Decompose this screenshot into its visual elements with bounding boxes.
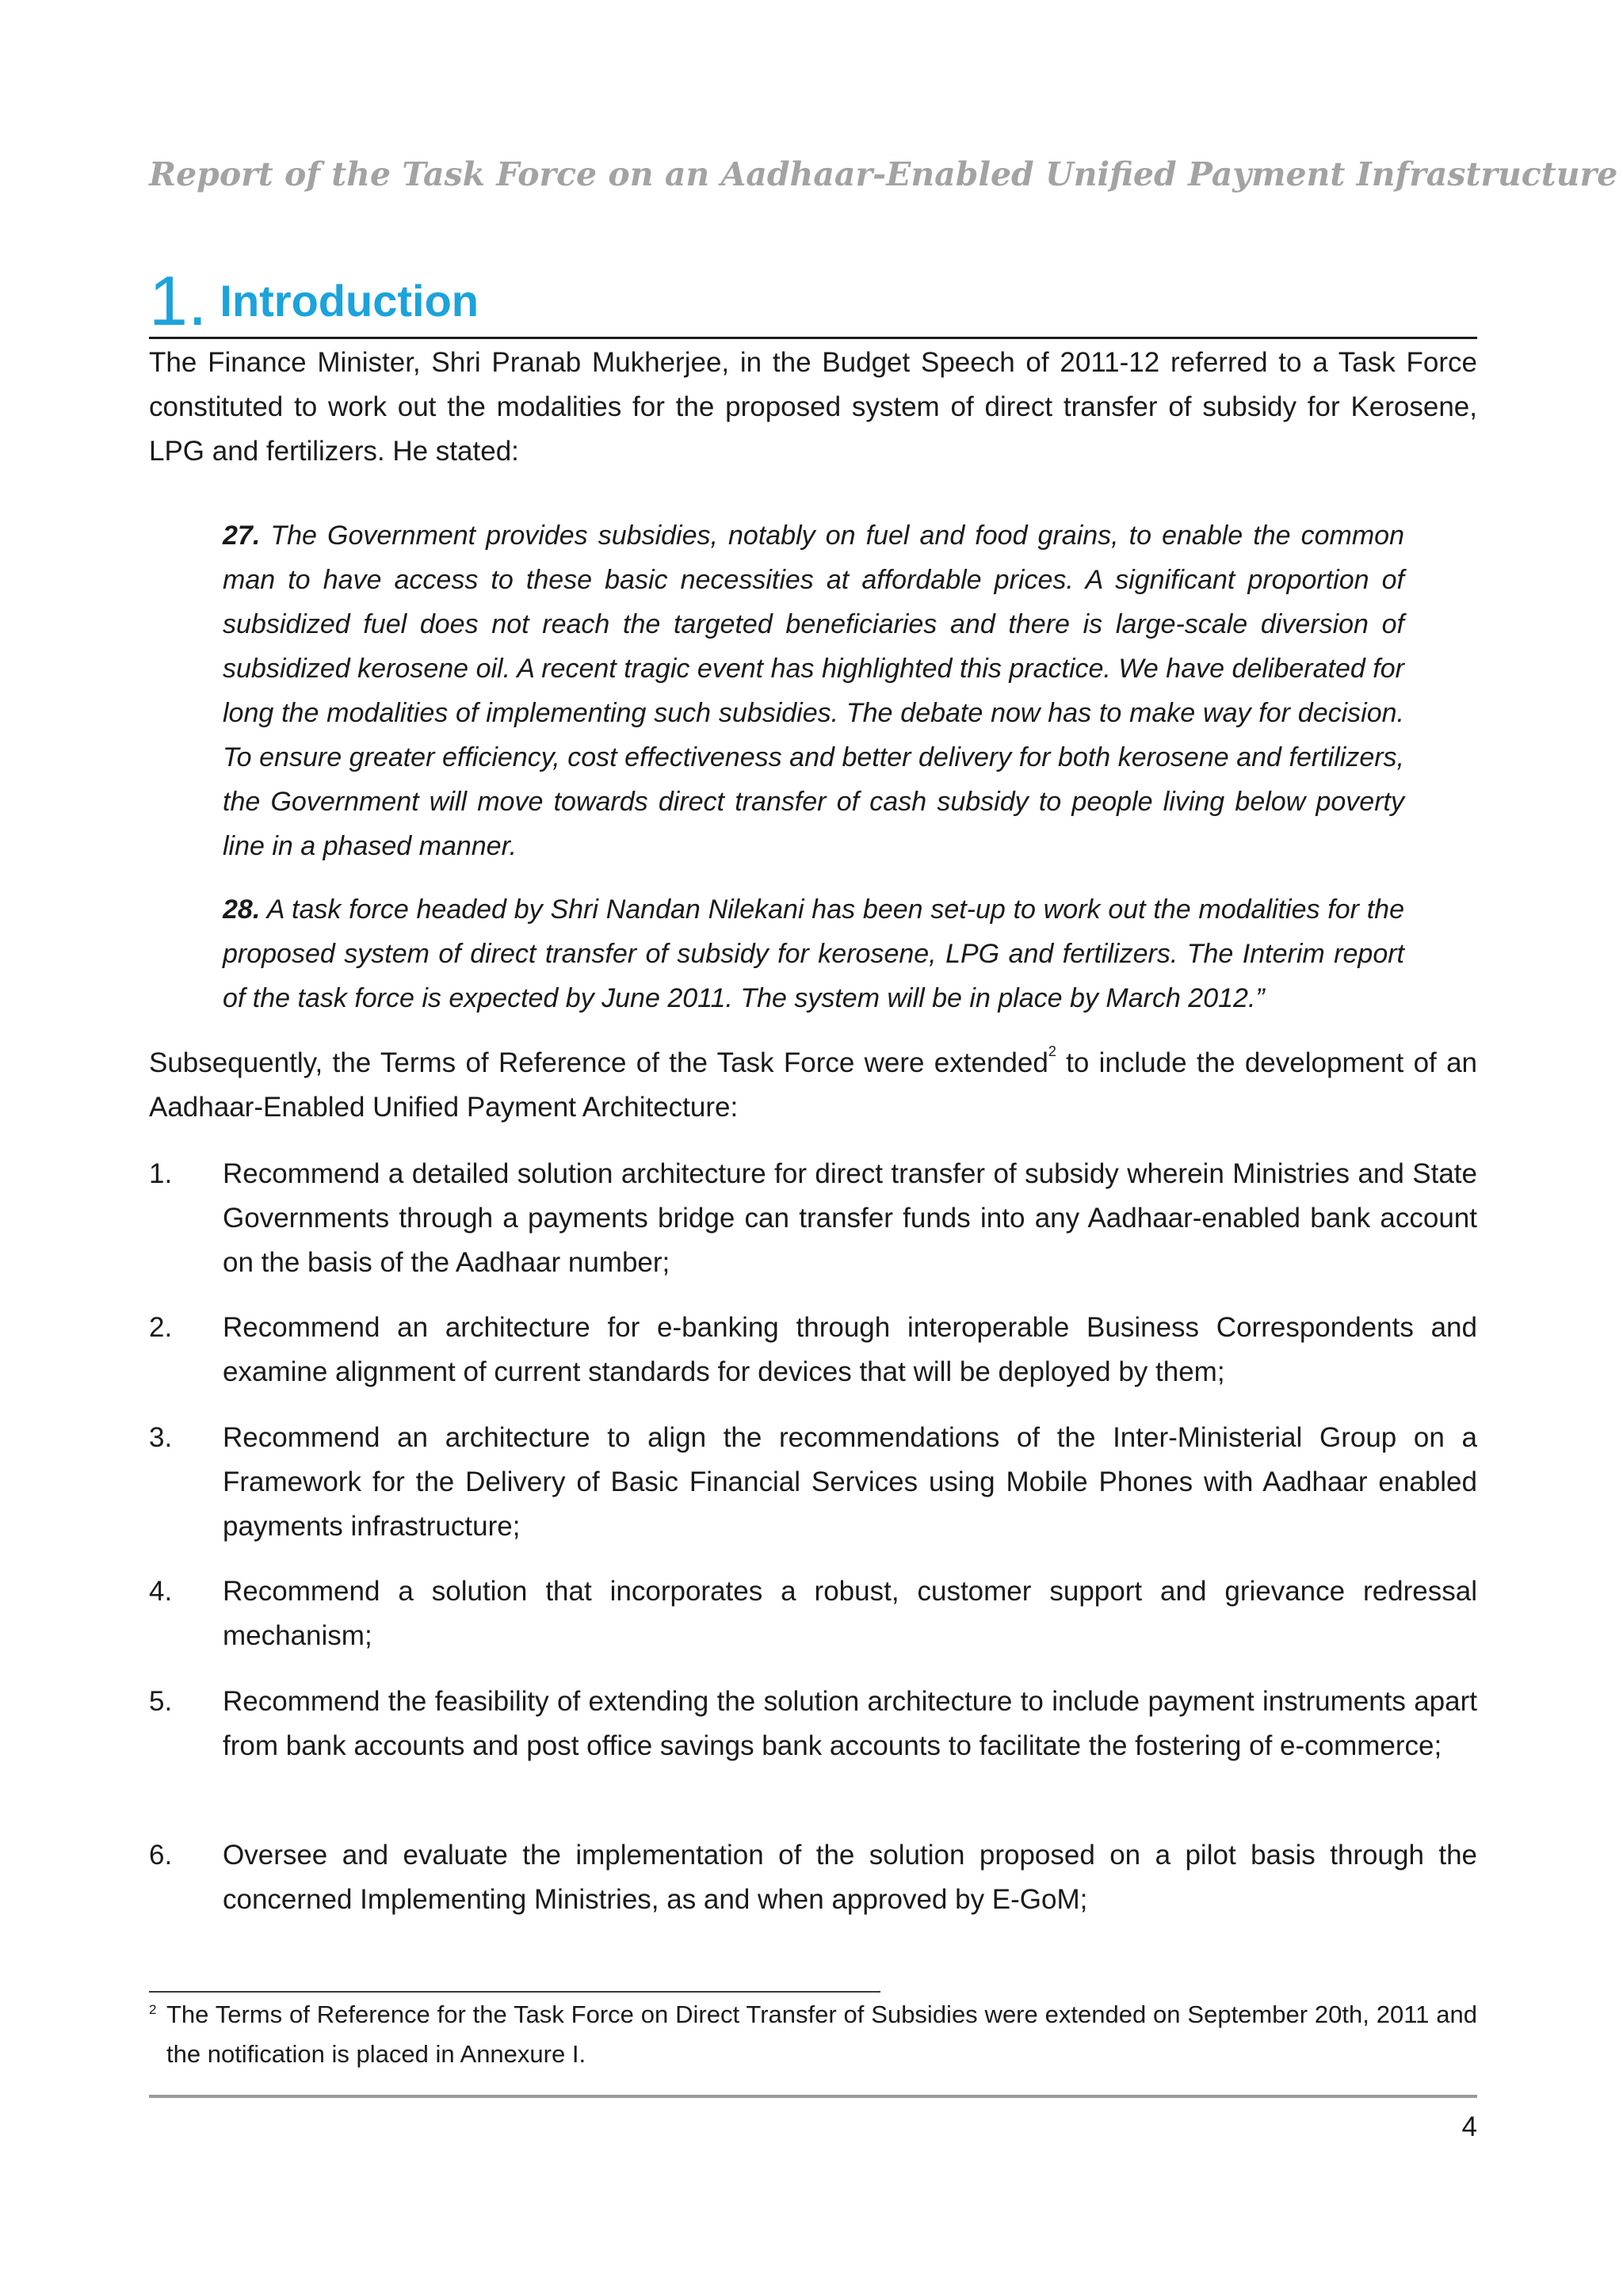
- list-item-text: Oversee and evaluate the implementation of the solution proposed on a pilot basis through the concerned Implementing Ministries, as and when approved by E-GoM;: [223, 1840, 1477, 1915]
- list-item-number: 5.: [149, 1686, 173, 1717]
- paragraph-text-start: Subsequently, the Terms of Reference of the Task Force were extended: [149, 1047, 1048, 1078]
- quote-number: 27.: [223, 521, 261, 551]
- list-item-text: Recommend a detailed solution architecture for direct transfer of subsidy wherein Ministries and State Governments through a payments bridge can transfer funds into any Aadhaar-enabled bank account on the basis of the Aadhaar number;: [223, 1158, 1477, 1278]
- footnote-reference[interactable]: 2: [1048, 1043, 1056, 1059]
- running-header: Report of the Task Force on an Aadhaar-Enabled Unified Payment Infrastructure: [149, 155, 1618, 193]
- intro-paragraph: The Finance Minister, Shri Pranab Mukherjee, in the Budget Speech of 2011-12 referred to a Task Force constituted to work out the modalities for the proposed system of direct transfer of subsidy for Kerosene, LPG and fertilizers. He stated:: [149, 347, 1477, 467]
- list-item-number: 4.: [149, 1576, 173, 1607]
- list-item-number: 3.: [149, 1422, 173, 1453]
- paragraph-text-end: to include the development of an Aadhaar-Enabled Unified Payment Architecture:: [149, 1047, 1477, 1123]
- quote-text: The Government provides subsidies, notably on fuel and food grains, to enable the common man to have access to these basic necessities at affordable prices. A significant proportion of subsidized fuel does not reach the targeted beneficiaries and there is large-scale diversion of subsidized kerosene oil. A recent tragic event has highlighted this practice. We have deliberated for long the modalities of implementing such subsidies. The debate now has to make way for decision. To ensure greater efficiency, cost effectiveness and better delivery for both kerosene and fertilizers, the Government will move towards direct transfer of cash subsidy to people living below poverty line in a phased manner.: [223, 521, 1404, 861]
- list-item-text: Recommend an architecture for e-banking through interoperable Business Correspondents and examine alignment of current standards for devices that will be deployed by them;: [223, 1312, 1477, 1387]
- list-item-number: 2.: [149, 1312, 173, 1343]
- footnote-mark: 2: [149, 2002, 157, 2017]
- section-number: 1.: [149, 261, 208, 340]
- list-item-text: Recommend a solution that incorporates a robust, customer support and grievance redressal mechanism;: [223, 1576, 1477, 1651]
- quote-text: A task force headed by Shri Nandan Nilekani has been set-up to work out the modalities for the proposed system of direct transfer of subsidy for kerosene, LPG and fertilizers. The Interim report of the task force is expected by June 2011. The system will be in place by March 2012.”: [223, 894, 1404, 1013]
- footnote-text: The Terms of Reference for the Task Force on Direct Transfer of Subsidies were extended on September 20th, 2011 and the notification is placed in Annexure I.: [166, 2000, 1477, 2068]
- list-item-text: Recommend the feasibility of extending the solution architecture to include payment instruments apart from bank accounts and post office savings bank accounts to facilitate the fostering of e-commerce;: [223, 1686, 1477, 1761]
- footnote-divider: [149, 1991, 880, 1993]
- footer-divider: [149, 2095, 1477, 2098]
- list-item-number: 6.: [149, 1840, 173, 1871]
- quote-number: 28.: [223, 894, 261, 925]
- subsequent-paragraph: [149, 1041, 1477, 1130]
- section-title: Introduction: [220, 276, 479, 326]
- page-number: 4: [1461, 2111, 1477, 2142]
- list-item-text: Recommend an architecture to align the recommendations of the Inter-Ministerial Group on a Framework for the Delivery of Basic Financial Services using Mobile Phones with Aadhaar enabled payments infrastructure;: [223, 1422, 1477, 1542]
- budget-quote-27: [223, 513, 1404, 868]
- budget-quote-28: [223, 887, 1404, 1020]
- list-item-number: 1.: [149, 1158, 173, 1189]
- section-heading: [149, 261, 1477, 340]
